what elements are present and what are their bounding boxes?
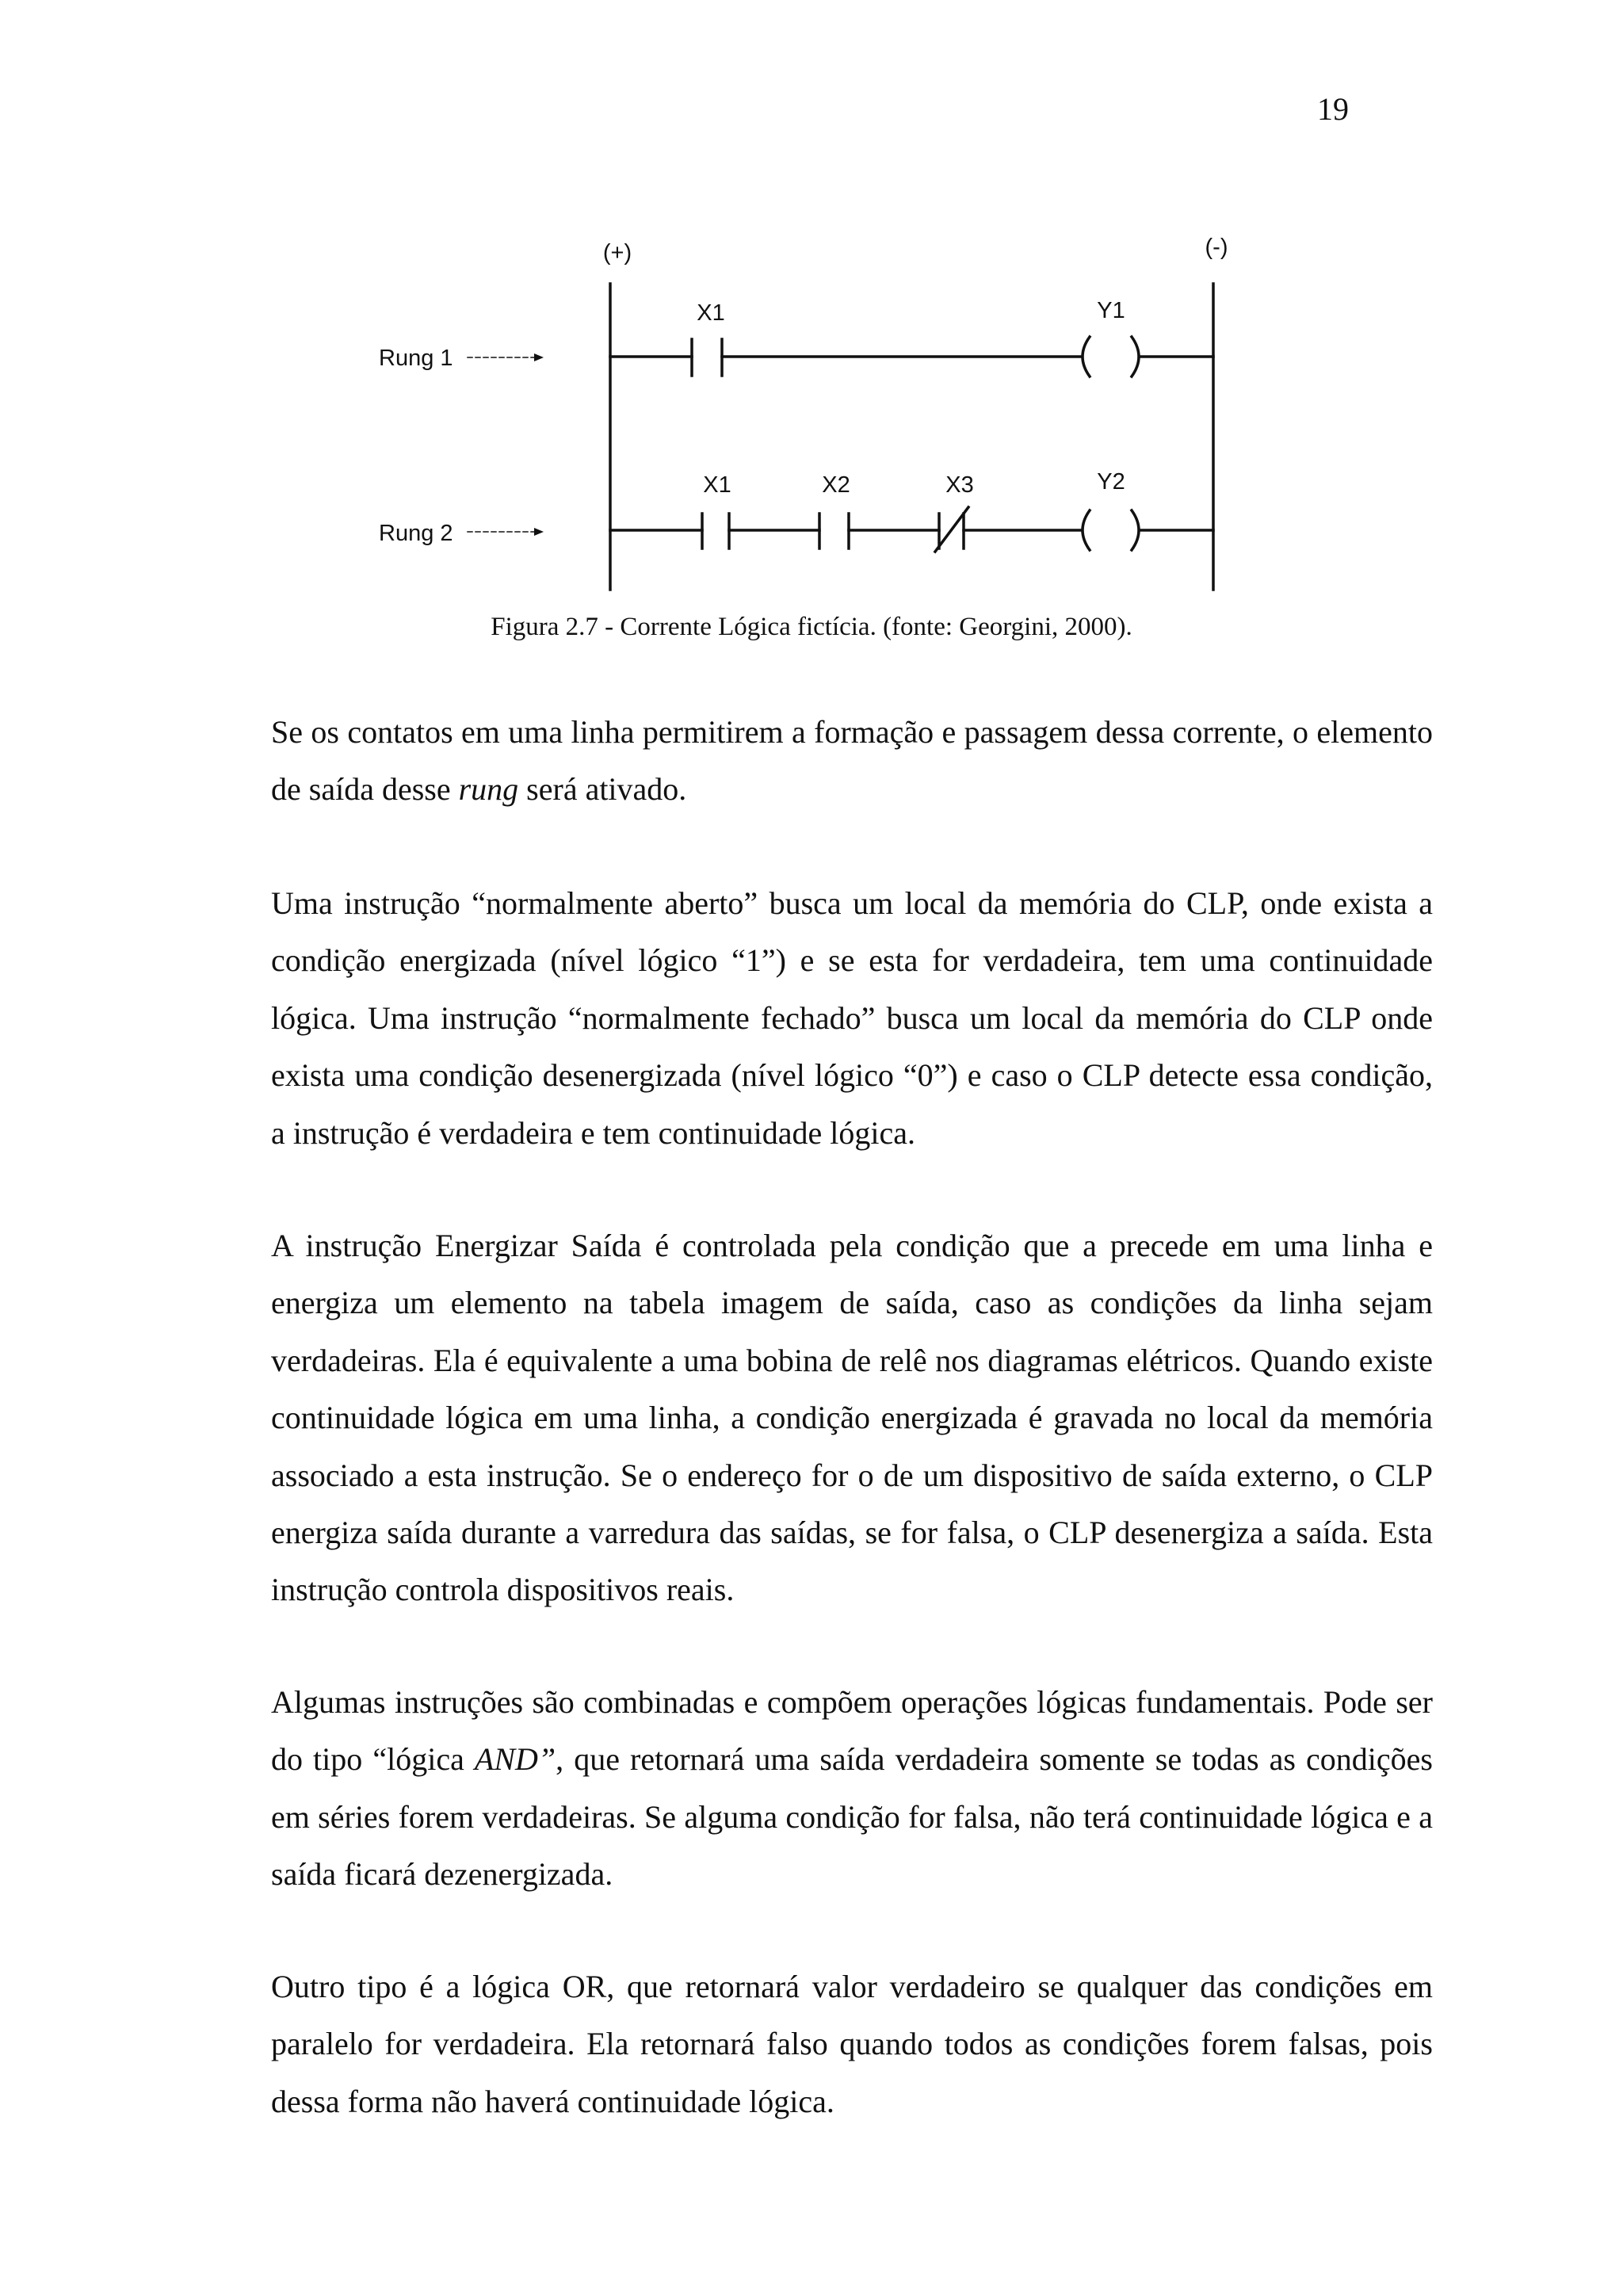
rung1-coil-y1: [1083, 337, 1090, 376]
rail-left-label: (+): [602, 240, 632, 266]
rung2-contact-label-2: X2: [822, 472, 850, 498]
paragraph-4: Algumas instruções são combinadas e compõem operações lógicas fundamentais. Pode ser do tipo “lógica AND”, que retornará uma saída verdadeira somente se todas as condições em séries forem verdadeiras. Se alguma condição for falsa, não terá continuidade lógica e a saída ficará dezenergizada.: [271, 1684, 1433, 1893]
paragraph-2: Uma instrução “normalmente aberto” busca um local da memória do CLP, onde exista a condição energizada (nível lógico “1”) e se esta for verdadeira, tem uma continuidade lógica. Uma instrução “normalmente fechado” busca um local da memória do CLP onde exista uma condição desenergizada (nível lógico “0”) e caso o CLP detecte essa condição, a instrução é verdadeira e tem continuidade lógica.: [271, 885, 1433, 1151]
ladder-diagram: [0, 0, 1623, 602]
rung2-label: Rung 2: [379, 521, 453, 546]
emphasis-and: AND”: [474, 1741, 556, 1778]
paragraph-5: Outro tipo é a lógica OR, que retornará valor verdadeiro se qualquer das condições em paralelo for verdadeira. Ela retornará falso quando todos as condições forem falsas, pois dessa forma não haverá continuidade lógica.: [271, 1969, 1433, 2119]
paragraph-1: Se os contatos em uma linha permitirem a formação e passagem dessa corrente, o elemento de saída desse rung será ativado.: [271, 714, 1433, 808]
paragraph-3: A instrução Energizar Saída é controlada pela condição que a precede em uma linha e energiza um elemento na tabela imagem de saída, caso as condições da linha sejam verdadeiras. Ela é equivalente a uma bobina de relê nos diagramas elétricos. Quando existe continuidade lógica em uma linha, a condição energizada é gravada no local da memória associado a esta instrução. Se o endereço for o de um dispositivo de saída externo, o CLP energiza saída durante a varredura das saídas, se for falsa, o CLP desenergiza a saída. Esta instrução controla dispositivos reais.: [271, 1228, 1433, 1608]
rung1-contact-label: X1: [697, 300, 725, 326]
rung2-coil-y2: [1083, 510, 1090, 550]
figure-caption: Figura 2.7 - Corrente Lógica fictícia. (fonte: Georgini, 2000).: [491, 613, 1132, 641]
rung1-coil-label: Y1: [1097, 298, 1125, 323]
rung-2-circuit: [610, 507, 1213, 552]
emphasis-rung: rung: [458, 771, 519, 808]
rung1-label: Rung 1: [379, 346, 453, 371]
rung-1-circuit: [610, 337, 1213, 376]
rung2-contact-label-3: X3: [945, 472, 974, 498]
rung2-coil-label: Y2: [1097, 469, 1125, 495]
rung2-contact-label-1: X1: [703, 472, 731, 498]
page-number: 19: [1317, 91, 1349, 127]
rail-right-label: (-): [1205, 235, 1228, 260]
